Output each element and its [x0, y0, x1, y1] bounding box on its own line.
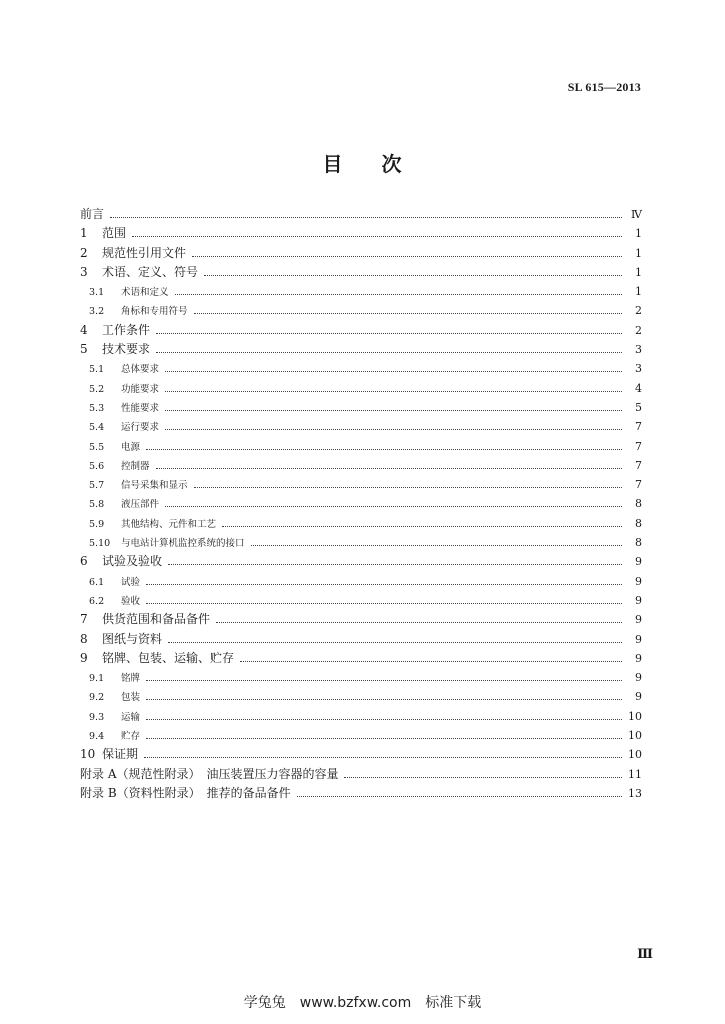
toc-entry-number: 6.1 [89, 576, 105, 588]
toc-entry-page: 8 [635, 516, 642, 530]
toc-entry-number: 5.4 [89, 422, 105, 434]
toc-entry-label: 电源 [121, 441, 141, 453]
toc-entry-page: 9 [635, 671, 642, 685]
toc-entry-page: 7 [635, 439, 642, 453]
toc-entry-label: 图纸与资料 [102, 631, 163, 646]
toc-entry-label: 与电站计算机监控系统的接口 [121, 538, 245, 550]
toc-entry-page: 9 [635, 651, 642, 665]
toc-entry-number: 8 [80, 631, 88, 646]
toc-entry-page: 2 [635, 304, 642, 318]
toc-entry-page: 3 [635, 343, 642, 357]
toc-entry[interactable] [80, 494, 642, 513]
toc-entry-label: 信号采集和显示 [121, 480, 188, 492]
toc-leader-dots [146, 602, 622, 604]
toc-entry-label: 贮存 [121, 731, 141, 743]
toc-entry-label: 运输 [121, 711, 141, 723]
toc-entry-number: 5.9 [89, 518, 105, 530]
toc-entry[interactable] [80, 359, 642, 378]
toc-entry-page: 2 [635, 323, 642, 337]
toc-leader-dots [165, 428, 622, 430]
toc-entry-number: 10 [80, 747, 96, 762]
toc-entry-label: 验收 [121, 595, 141, 607]
toc-leader-dots [165, 505, 622, 507]
toc-entry-page: 1 [635, 285, 642, 299]
page-title-left: 目 [322, 152, 344, 176]
toc-entry-page: 4 [635, 381, 642, 395]
toc-entry-page: Ⅳ [631, 208, 642, 221]
toc-entry-number: 6.2 [89, 595, 105, 607]
toc-entry[interactable] [80, 572, 642, 591]
toc-leader-dots [222, 525, 622, 527]
toc-leader-dots [194, 486, 622, 488]
toc-entry[interactable] [80, 379, 642, 398]
toc-entry[interactable] [80, 591, 642, 610]
toc-entry-number: 7 [80, 612, 88, 627]
toc-entry-number: 3.2 [89, 306, 105, 318]
toc-leader-dots [165, 409, 622, 411]
toc-entry-number: 2 [80, 245, 88, 260]
toc-leader-dots [216, 621, 622, 623]
toc-entry[interactable] [80, 282, 642, 301]
toc-entry-number: 5.8 [89, 499, 105, 511]
toc-entry-page: 9 [635, 574, 642, 588]
toc-entry-number: 1 [80, 226, 88, 241]
toc-entry[interactable] [80, 224, 642, 243]
toc-entry-page: 8 [635, 536, 642, 550]
toc-entry-label: 规范性引用文件 [102, 245, 187, 260]
toc-entry-page: 1 [635, 265, 642, 279]
toc-entry-label: 前言 [80, 207, 105, 221]
toc-entry-label: 保证期 [102, 747, 139, 762]
toc-entry-page: 7 [635, 478, 642, 492]
toc-entry[interactable] [80, 475, 642, 494]
toc-entry[interactable] [80, 456, 642, 475]
toc-leader-dots [132, 235, 622, 237]
toc-entry-page: 9 [635, 555, 642, 569]
toc-entry-page: 10 [628, 709, 642, 723]
toc-leader-dots [168, 563, 622, 565]
toc-entry-label: 包装 [121, 692, 141, 704]
toc-entry-page: 5 [635, 400, 642, 414]
toc-entry[interactable] [80, 784, 642, 803]
toc-entry[interactable] [80, 437, 642, 456]
toc-entry-page: 9 [635, 593, 642, 607]
toc-entry-number: 5.10 [89, 538, 111, 550]
toc-entry[interactable] [80, 726, 642, 745]
toc-entry-label: 功能要求 [121, 383, 160, 395]
toc-leader-dots [344, 776, 622, 778]
toc-leader-dots [251, 544, 622, 546]
page-title-right: 次 [381, 152, 403, 176]
toc-entry-number: 5.7 [89, 480, 105, 492]
toc-leader-dots [204, 274, 622, 276]
toc-entry[interactable] [80, 340, 642, 359]
toc-entry-page: 7 [635, 420, 642, 434]
toc-entry-label: 附录 A（规范性附录） 油压装置压力容器的容量 [80, 766, 339, 781]
toc-leader-dots [110, 216, 622, 218]
toc-leader-dots [156, 351, 622, 353]
toc-entry-page: 7 [635, 458, 642, 472]
toc-entry-page: 13 [628, 786, 642, 800]
toc-entry[interactable] [80, 610, 642, 629]
toc-entry-page: 1 [635, 227, 642, 241]
toc-entry[interactable] [80, 765, 642, 784]
toc-entry-label: 液压部件 [121, 499, 160, 511]
toc-leader-dots [146, 583, 622, 585]
toc-entry[interactable] [80, 417, 642, 436]
toc-leader-dots [192, 255, 622, 257]
toc-entry-label: 试验 [121, 576, 141, 588]
toc-entry-number: 3 [80, 264, 88, 279]
toc-entry[interactable] [80, 321, 642, 340]
toc-entry-label: 其他结构、元件和工艺 [121, 518, 217, 530]
toc-entry[interactable] [80, 263, 642, 282]
toc-entry-number: 5.2 [89, 383, 105, 395]
toc-entry-page: 9 [635, 632, 642, 646]
toc-entry-page: 9 [635, 690, 642, 704]
toc-entry-label: 范围 [102, 226, 127, 241]
toc-entry-label: 技术要求 [102, 342, 151, 357]
toc-entry-label: 术语和定义 [121, 287, 169, 299]
toc-entry-number: 4 [80, 322, 88, 337]
toc-entry-label: 运行要求 [121, 422, 160, 434]
toc-entry-number: 6 [80, 554, 88, 569]
toc-entry-number: 5.3 [89, 402, 105, 414]
toc-entry-number: 3.1 [89, 287, 105, 299]
toc-leader-dots [168, 641, 622, 643]
page-number: Ⅲ [637, 946, 653, 961]
page-title [0, 148, 725, 177]
toc-entry-label: 试验及验收 [102, 554, 163, 569]
toc-entry-page: 11 [628, 767, 642, 781]
toc-entry[interactable] [80, 687, 642, 706]
table-of-contents [80, 205, 642, 803]
toc-leader-dots [146, 737, 622, 739]
toc-entry-label: 性能要求 [121, 402, 160, 414]
toc-entry[interactable] [80, 707, 642, 726]
toc-leader-dots [146, 448, 622, 450]
toc-entry-number: 9.2 [89, 692, 105, 704]
toc-entry-label: 附录 B（资料性附录） 推荐的备品备件 [80, 785, 291, 800]
toc-entry-label: 工作条件 [102, 322, 151, 337]
toc-entry-page: 3 [635, 362, 642, 376]
toc-entry-label: 铭牌 [121, 673, 141, 685]
toc-entry-page: 10 [628, 729, 642, 743]
toc-entry-number: 9.1 [89, 673, 105, 685]
toc-entry-number: 9.3 [89, 711, 105, 723]
toc-entry[interactable] [80, 552, 642, 571]
toc-entry[interactable] [80, 668, 642, 687]
toc-entry[interactable] [80, 514, 642, 533]
toc-entry[interactable] [80, 244, 642, 263]
toc-entry-number: 9 [80, 650, 88, 665]
toc-entry-label: 术语、定义、符号 [102, 264, 199, 279]
toc-entry-number: 5 [80, 342, 88, 357]
toc-entry[interactable] [80, 630, 642, 649]
toc-entry[interactable] [80, 398, 642, 417]
toc-leader-dots [194, 312, 622, 314]
toc-entry-page: 10 [628, 748, 642, 762]
toc-leader-dots [165, 370, 622, 372]
toc-entry-number: 5.6 [89, 460, 105, 472]
toc-entry-page: 8 [635, 497, 642, 511]
toc-entry-label: 供货范围和备品备件 [102, 612, 211, 627]
toc-entry-label: 总体要求 [121, 364, 160, 376]
toc-leader-dots [144, 756, 622, 758]
toc-entry-label: 角标和专用符号 [121, 306, 188, 318]
toc-leader-dots [156, 467, 622, 469]
toc-entry[interactable] [80, 533, 642, 552]
toc-entry-number: 9.4 [89, 731, 105, 743]
toc-entry[interactable] [80, 745, 642, 764]
toc-entry[interactable] [80, 301, 642, 320]
toc-entry-page: 9 [635, 613, 642, 627]
toc-leader-dots [165, 390, 622, 392]
toc-entry-label: 控制器 [121, 460, 150, 472]
toc-entry[interactable] [80, 205, 642, 224]
toc-entry-label: 铭牌、包装、运输、贮存 [102, 650, 235, 665]
toc-leader-dots [146, 718, 622, 720]
toc-leader-dots [297, 795, 622, 797]
standard-code: SL 615—2013 [567, 80, 641, 94]
toc-leader-dots [175, 293, 622, 295]
toc-leader-dots [240, 660, 622, 662]
toc-entry-page: 1 [635, 246, 642, 260]
toc-entry-number: 5.1 [89, 364, 105, 376]
toc-leader-dots [146, 679, 622, 681]
watermark-text: 学兔兔 www.bzfxw.com 标准下载 [243, 995, 482, 1011]
toc-leader-dots [156, 332, 622, 334]
toc-leader-dots [146, 698, 622, 700]
toc-entry-number: 5.5 [89, 441, 105, 453]
toc-entry[interactable] [80, 649, 642, 668]
